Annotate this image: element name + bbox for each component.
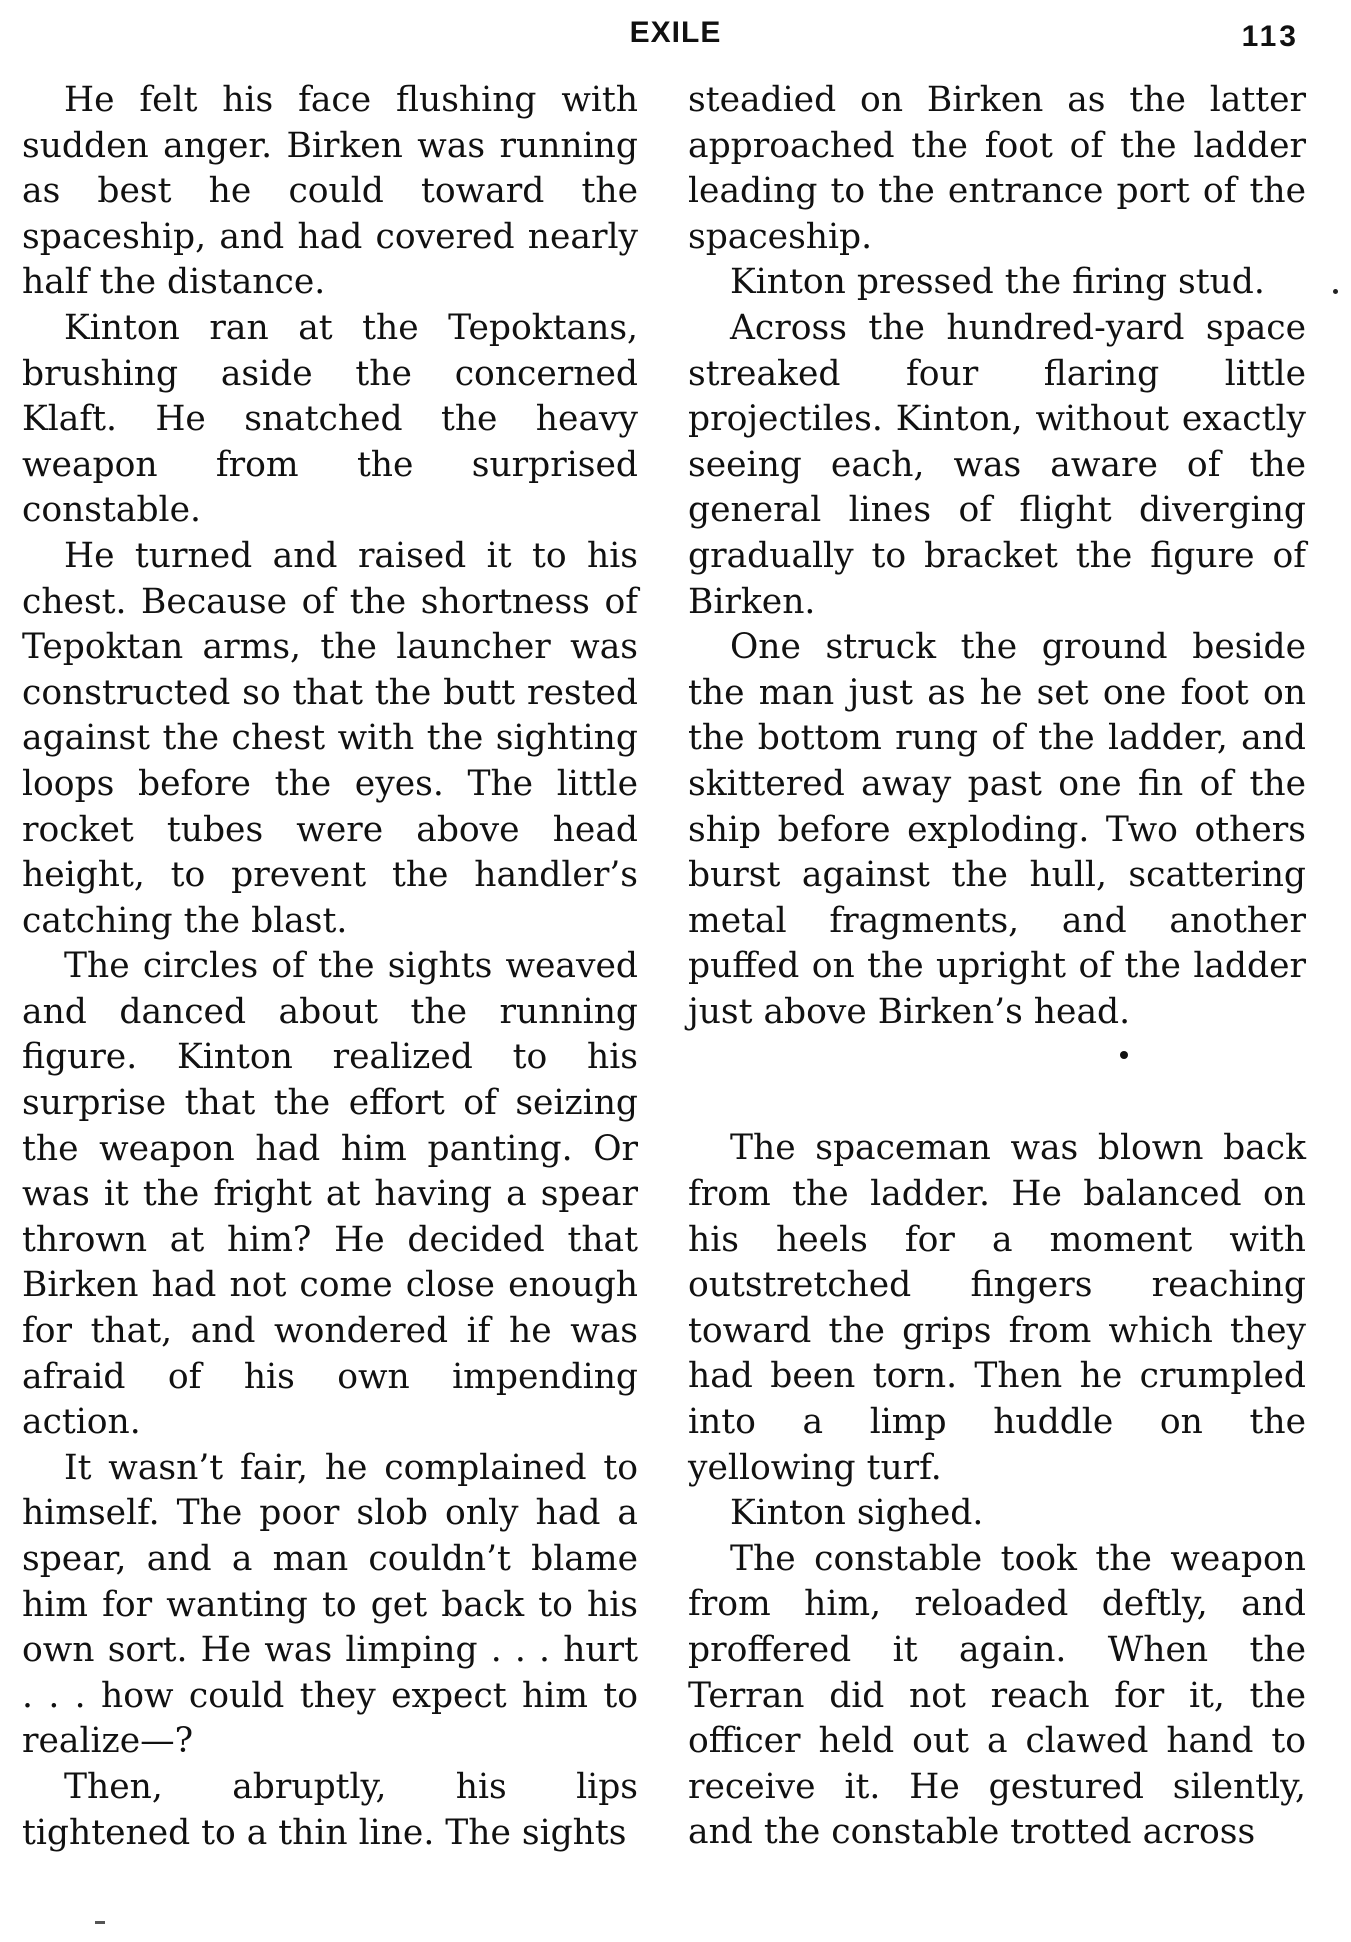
section-break — [688, 1035, 1306, 1126]
continued-paragraph: steadied on Birken as the latter approached the foot of the ladder leading to the entrance port of the spaceship. — [688, 80, 1306, 257]
paragraph: Kinton pressed the firing stud. — [730, 262, 1265, 303]
paragraph: Then, abruptly, his lips tightened to a thin line. The sights — [22, 1766, 638, 1853]
paragraph: He felt his face flushing with sudden anger. Birken was running as best he could toward the spaceship, and had covered nearly half the distance. — [22, 80, 638, 303]
paragraph: It wasn’t fair, he complained to himself. The poor slob only had a spear, and a man couldn’t blame him for wanting to get back to his own sort. He was limping . . . hurt . . . how could they expect him to realize—? — [22, 1447, 638, 1762]
right-column — [688, 78, 1306, 1856]
paragraph: The constable took the weapon from him, reloaded deftly, and proffered it again. When the Terran did not reach for it, the officer held out a clawed hand to receive it. He gestured silently, and the constable trotted across — [688, 1538, 1306, 1853]
left-column — [22, 78, 638, 1856]
footer-mark-icon — [95, 1921, 105, 1924]
paragraph: Kinton sighed. — [730, 1493, 984, 1534]
paragraph: The circles of the sights weaved and danced about the running figure. Kinton realized to his surprise that the effort of seizing the weapon had him panting. Or was it the fright at having a spear thrown at him? He decided that Birken had not come close enough for that, and wondered if he was afraid of his own impending action. — [22, 946, 638, 1443]
page-number: 113 — [1241, 20, 1299, 53]
paragraph: The spaceman was blown back from the ladder. He balanced on his heels for a moment with outstretched fingers reaching toward the grips from which they had been torn. Then he crumpled into a limp huddle on the yellowing turf. — [688, 1128, 1306, 1488]
running-title: EXILE — [629, 16, 722, 49]
paragraph: He turned and raised it to his chest. Because of the shortness of Tepoktan arms, the launcher was constructed so that the butt rested against the chest with the sighting loops before the eyes. The little rocket tubes were above head height, to prevent the handler’s catching the blast. — [22, 535, 638, 941]
paragraph: One struck the ground beside the man just as he set one foot on the bottom rung of the ladder, and skittered away past one fin of the ship before exploding. Two others burst against the hull, scattering metal fragments, and another puffed on the upright of the ladder just above Birken’s head. — [688, 627, 1306, 1032]
margin-speck-icon — [1333, 289, 1338, 294]
paragraph: Kinton ran at the Tepoktans, brushing aside the concerned Klaft. He snatched the heavy weapon from the surprised constable. — [22, 307, 638, 531]
section-break-dot-icon — [1120, 1051, 1128, 1059]
paragraph: Across the hundred-yard space streaked four flaring little projectiles. Kinton, without exactly seeing each, was aware of the general lines of flight diverging gradually to bracket the figure of Birken. — [688, 307, 1306, 622]
page-header — [0, 12, 1351, 62]
